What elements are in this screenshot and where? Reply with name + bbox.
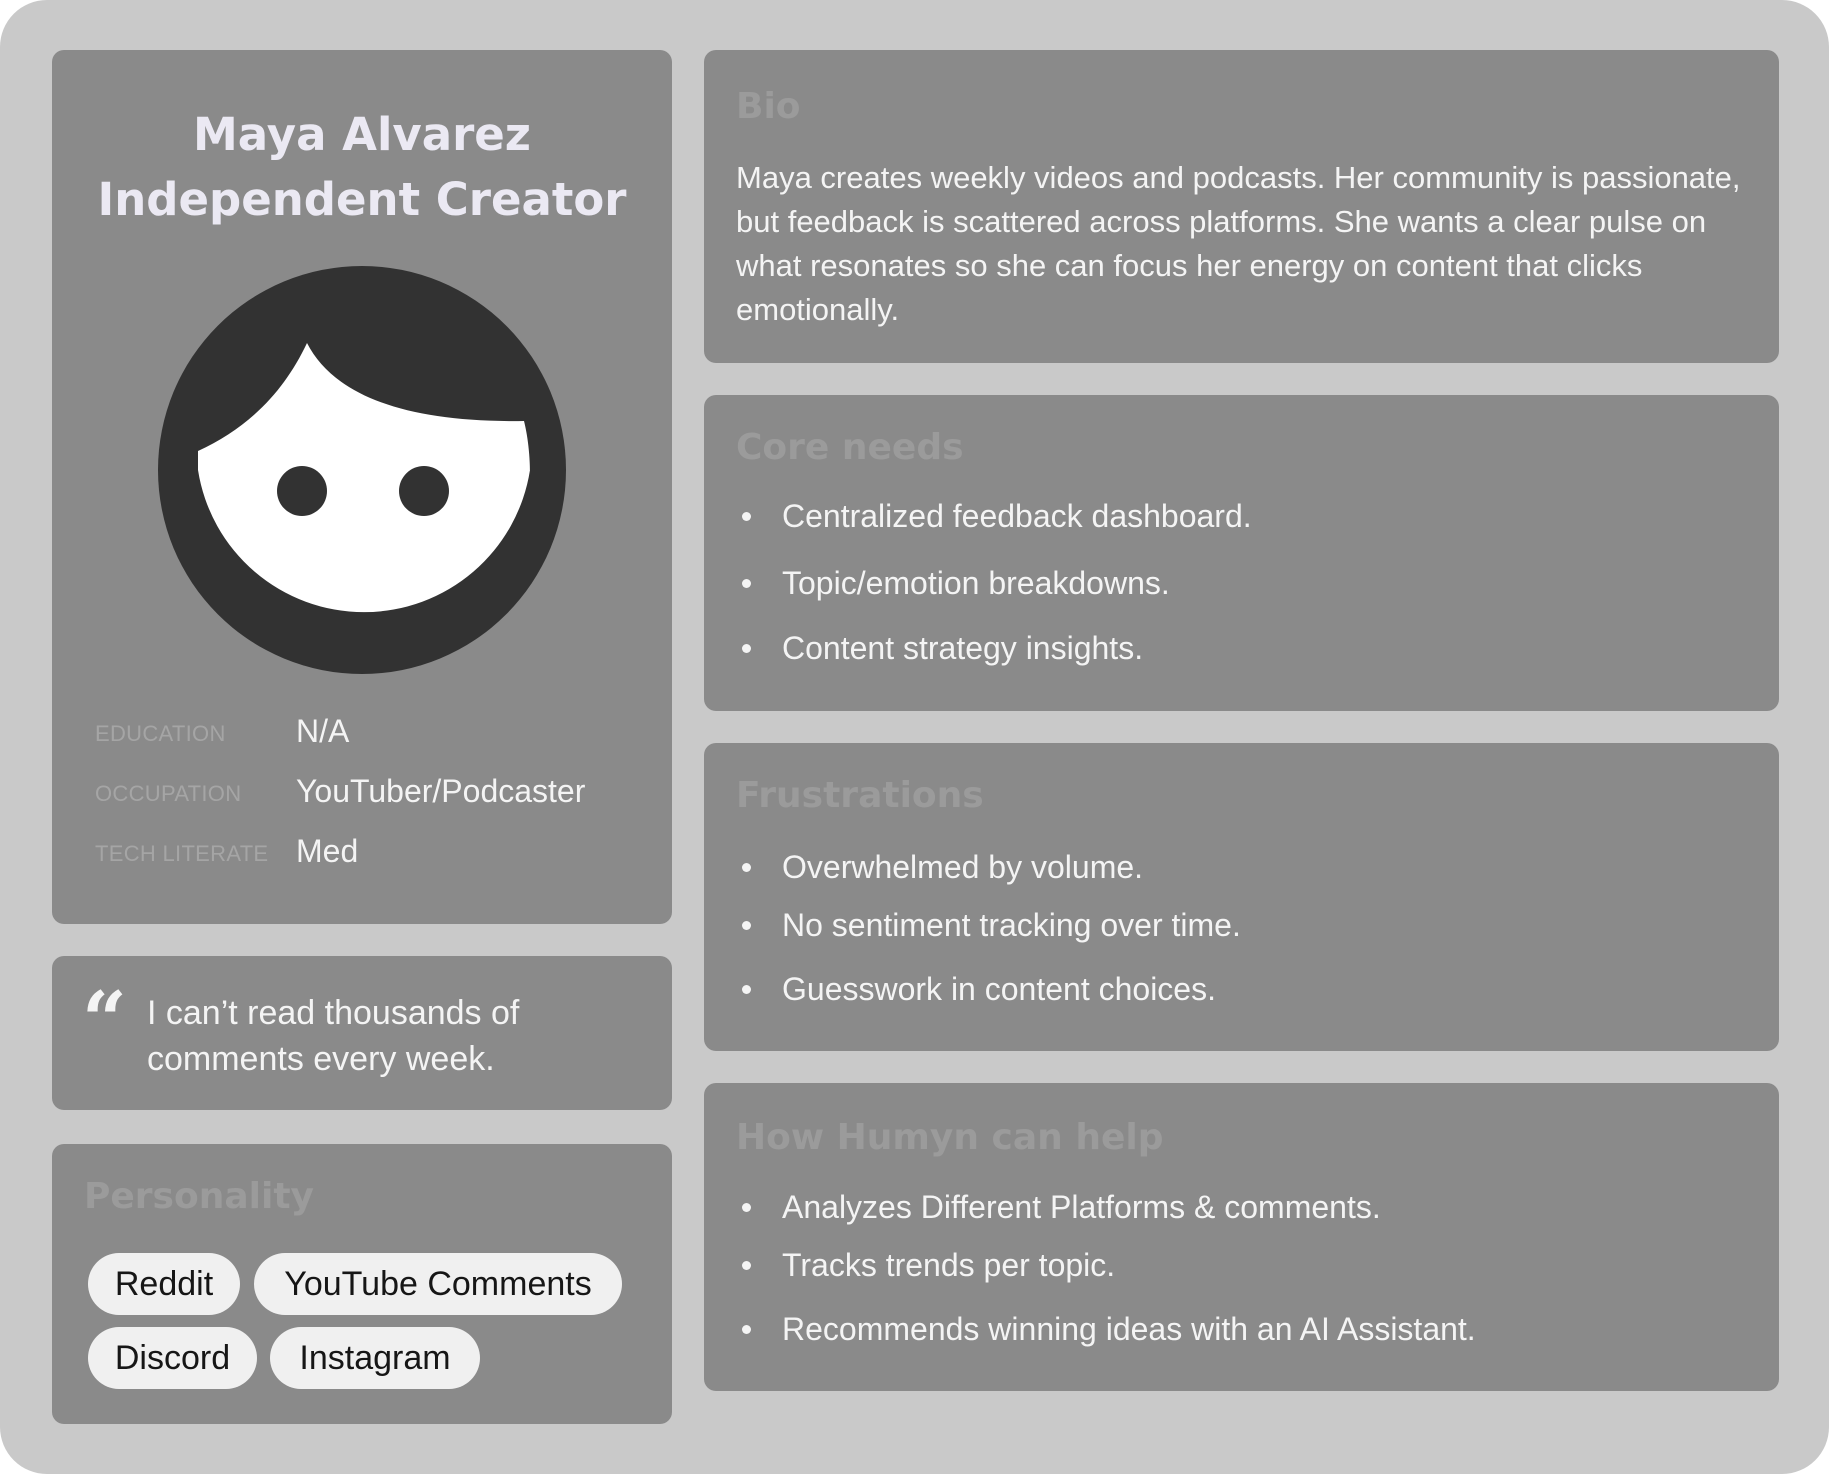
list-item-text: Tracks trends per topic.	[782, 1247, 1116, 1283]
info-label: EDUCATION	[95, 721, 226, 746]
list-item-text: Centralized feedback dashboard.	[782, 498, 1252, 534]
list-item-text: Content strategy insights.	[782, 630, 1144, 666]
persona-role: Independent Creator	[97, 173, 627, 226]
list-item-text: Analyzes Different Platforms & comments.	[782, 1189, 1381, 1225]
bio-card	[704, 50, 1779, 363]
frustrations-heading: Frustrations	[736, 775, 984, 816]
list-item	[742, 1307, 1752, 1351]
bullet-icon	[742, 1325, 751, 1334]
list-item-text: Recommends winning ideas with an AI Assistant.	[782, 1311, 1476, 1347]
profile-card	[52, 50, 672, 924]
personality-heading: Personality	[84, 1176, 314, 1217]
quote-text: I can’t read thousands of comments every week.	[147, 994, 520, 1078]
bullet-icon	[742, 985, 751, 994]
bullet-icon	[742, 579, 751, 588]
list-item	[742, 494, 1752, 538]
user-avatar-icon	[158, 266, 566, 674]
chip-instagram: Instagram	[270, 1327, 480, 1389]
info-value: N/A	[296, 713, 350, 749]
quote-mark-icon: “	[82, 975, 127, 1066]
list-item-text: No sentiment tracking over time.	[782, 907, 1241, 943]
personality-card	[52, 1144, 672, 1424]
bio-heading: Bio	[736, 86, 801, 127]
list-item-text: Overwhelmed by volume.	[782, 849, 1144, 885]
list-item-text: Guesswork in content choices.	[782, 971, 1216, 1007]
core-needs-card	[704, 395, 1779, 711]
bullet-icon	[742, 1203, 751, 1212]
core-needs-heading: Core needs	[736, 427, 964, 468]
help-heading: How Humyn can help	[736, 1117, 1164, 1158]
list-item	[742, 626, 1752, 670]
profile-title	[52, 102, 672, 232]
quote-card	[52, 956, 672, 1110]
bullet-icon	[742, 863, 751, 872]
bullet-icon	[742, 1261, 751, 1270]
info-value: Med	[296, 833, 359, 869]
list-item-text: Topic/emotion breakdowns.	[782, 565, 1170, 601]
list-item	[742, 845, 1752, 889]
chip-reddit: Reddit	[88, 1253, 240, 1315]
info-label: TECH LITERATE	[95, 841, 269, 866]
list-item	[742, 1185, 1752, 1229]
list-item	[742, 1243, 1752, 1287]
info-row-education	[95, 711, 655, 751]
chip-youtube-comments: YouTube Comments	[254, 1253, 622, 1315]
persona-name: Maya Alvarez	[193, 108, 531, 161]
info-row-occupation	[95, 771, 655, 811]
list-item	[742, 903, 1752, 947]
list-item	[742, 561, 1752, 605]
info-value: YouTuber/Podcaster	[296, 773, 586, 809]
bullet-icon	[742, 644, 751, 653]
how-humyn-can-help-card	[704, 1083, 1779, 1391]
bullet-icon	[742, 512, 751, 521]
info-row-tech-literate	[95, 831, 655, 871]
bullet-icon	[742, 921, 751, 930]
list-item	[742, 967, 1752, 1011]
frustrations-card	[704, 743, 1779, 1051]
chip-discord: Discord	[88, 1327, 257, 1389]
bio-text: Maya creates weekly videos and podcasts. Her community is passionate, but feedback is scattered across platforms. She wants a clear pulse on what resonates so she can focus her energy on content that clicks emotionally.	[736, 160, 1741, 327]
info-label: OCCUPATION	[95, 781, 242, 806]
